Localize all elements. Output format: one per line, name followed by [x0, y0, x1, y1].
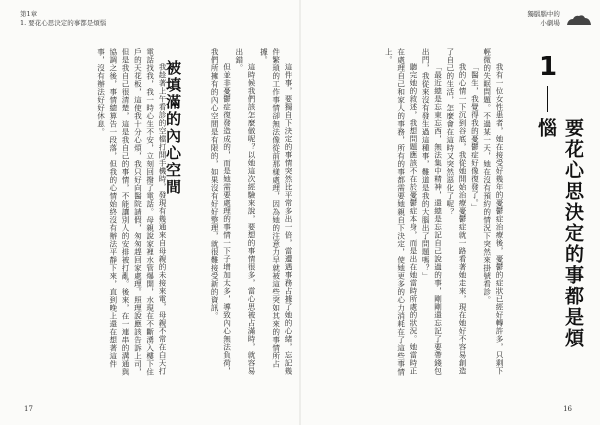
paragraph: 我有一位女性患者，她在接受好幾年的憂鬱症治療後，憂鬱的症狀已經好轉許多，只剩下輕微的失眠問題。不過某一天，她在沒有預約的情況下突然來掛號看診。 — [482, 48, 504, 376]
book-title-line2: 小劇場 — [540, 19, 560, 27]
paragraph: 這件事，要獨自下決定的事情突然比平常多出一倍，當遭遇事務占據了她的心緒，忘記幾件繁瑣的工作事情卻無法像從前那樣處理，因為她的注意力早就被這些突如其來的事情所占據。 — [259, 48, 293, 376]
chapter-number: 1 — [538, 52, 558, 82]
book-title-line1: 獨腦腦中的 — [527, 10, 560, 18]
page-number-right: 16 — [563, 405, 572, 413]
right-body-text — [320, 48, 505, 378]
chapter-title: 要花心思決定的事都是煩惱 — [535, 118, 584, 349]
paragraph: 我的心情一下沉到谷底，我從她開始治療憂鬱症就一路看著她走來，現在她好不容易創造了自己的生活，怎麼會在這時又突然惡化了呢？ — [445, 48, 468, 376]
left-body-text-a — [18, 48, 168, 378]
paragraph: 聽完她的敘述，我想問題應該不在於憂鬱症本身，而是出在她當時所處的狀況。她當時正在處理自己和家人的事務，所有的事都需要她親自下決定，使她更多的心力消耗在了這些事情上。 — [384, 48, 418, 376]
paragraph: 「醫生，我覺得我的憂鬱症好像復發了。」 — [470, 63, 480, 212]
section-subheading: 被填滿的內心空間 — [164, 60, 182, 196]
paragraph: 但並非憂鬱症復發造成的，而是她需要處理的事情一下子增加太多，導致內心無法負荷，我們所擁有的內心空間是有限的，如果沒有好好整理，就很難接受新的資訊。 — [210, 48, 232, 376]
right-page — [300, 0, 600, 425]
section-label: 1. 要花心思決定的事都是煩惱 — [20, 19, 107, 27]
chapter-divider — [547, 86, 548, 112]
cloud-mark-icon — [566, 14, 592, 29]
paragraph: 「最近總是忘東忘西，無法集中精神，還總是忘記自己說過的事，剛剛還忘記了要帶錢包出門，我從來沒有發生過這種事，難道是我的大腦出了問題嗎？」 — [421, 48, 443, 376]
paragraph: 這時候我們該怎麼做呢？以她這次經驗來說，要想的事情很多，當心思被占滿時，就容易出錯。 — [234, 48, 257, 376]
paragraph: 我趁著上午看診的空檔打開手機時，發現有幾通來自母親的未接來電，母親不常在白天打電話找我，我一時心生不安，立刻回撥了電話。母親說家裡水管爆開，水現在不斷湧入樓下住戶的天花板，這使我十分心煩，我只好向醫院請假，匆匆趕回家處理。照理說應該告訴上司，但是我自己很清楚，這是我自己的事情，不能讓別人的安排被打亂。後來，在一連串的溝通與協調之後，事情總算告一段落，但我的心情始終沒有辦法平靜下來，直到晚上還在想著這件事，沒有辦法好好休息。 — [96, 48, 167, 376]
left-body-text-b — [186, 48, 294, 378]
running-header-left — [20, 10, 106, 28]
running-header-right — [527, 10, 592, 29]
page-number-left: 17 — [24, 405, 33, 413]
chapter-label: 第1章 — [20, 10, 38, 18]
